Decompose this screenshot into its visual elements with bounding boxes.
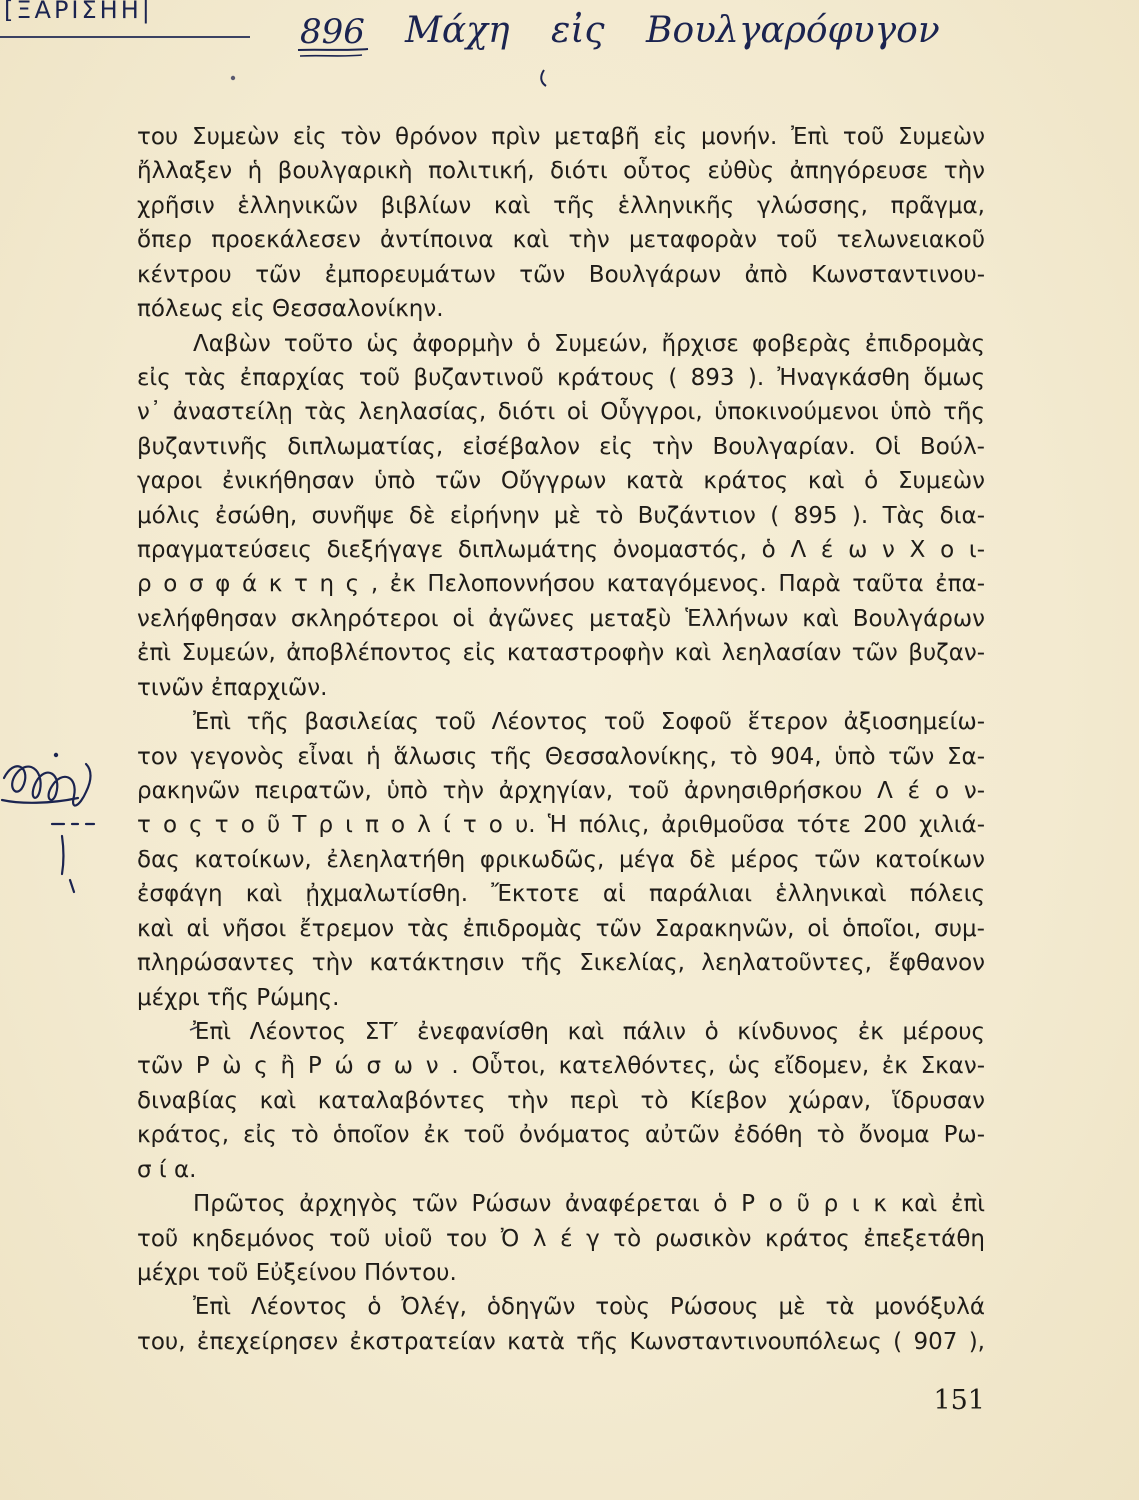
paragraph bbox=[137, 120, 985, 327]
text-line: νελήφθησαν σκληρότεροι οἱ ἀγῶνες μεταξὺ Ἑλλήνων καὶ Βουλγάρων bbox=[137, 605, 985, 632]
text-line: βυζαντινῆς διπλωματίας, εἰσέβαλον εἰς τὴν Βουλγαρίαν. Οἱ Βούλ- bbox=[137, 433, 985, 460]
text-line: ν᾿ ἀναστείλῃ τὰς λεηλασίας, διότι οἱ Οὗγγροι, ὑποκινούμενοι ὑπὸ τῆς bbox=[137, 399, 985, 426]
text-line: Λαβὼν τοῦτο ὡς ἀφορμὴν ὁ Συμεών, ἤρχισε φοβερὰς ἐπιδρομὰς bbox=[193, 330, 985, 357]
paragraph bbox=[137, 1290, 985, 1359]
stamp-underline bbox=[0, 36, 250, 38]
archive-stamp: [ΞΑΡΙΣΗΗ| bbox=[4, 0, 153, 24]
handwritten-title: Μάχη εἰς Βουλγαρόφυγον bbox=[405, 10, 940, 51]
text-line: εἰς τὰς ἐπαρχίας τοῦ βυζαντινοῦ κράτους ( 893 ). Ἠναγκάσθη ὅμως bbox=[137, 364, 985, 391]
page-number: 151 bbox=[933, 1385, 985, 1416]
text-line: Ἐπὶ τῆς βασιλείας τοῦ Λέοντος τοῦ Σοφοῦ ἕτερον ἀξιοσημείω- bbox=[193, 709, 985, 736]
text-line: κράτος, εἰς τὸ ὁποῖον ἐκ τοῦ ὀνόματος αὐτῶν ἐδόθη τὸ ὄνομα Ρω- bbox=[137, 1122, 985, 1149]
paragraph bbox=[137, 1187, 985, 1290]
paragraph bbox=[137, 327, 985, 706]
text-line: ρακηνῶν πειρατῶν, ὑπὸ τὴν ἀρχηγίαν, τοῦ ἀρνησιθρήσκου Λ έ ο ν- bbox=[137, 778, 985, 805]
text-line: Ἐπὶ Λέοντος ὁ Ὀλέγ, ὁδηγῶν τοὺς Ρώσους μὲ τὰ μονόξυλά bbox=[193, 1294, 985, 1321]
text-line: ρ ο σ φ ά κ τ η ς , ἐκ Πελοποννήσου καταγόμενος. Παρὰ ταῦτα ἐπα- bbox=[137, 571, 985, 598]
text-line: Πρῶτος ἀρχηγὸς τῶν Ρώσων ἀναφέρεται ὁ Ρ ο ῦ ρ ι κ καὶ ἐπὶ bbox=[193, 1191, 985, 1218]
ink-dot bbox=[231, 76, 235, 80]
text-line: πραγματεύσεις διεξήγαγε διπλωμάτης ὀνομαστός, ὁ Λ έ ω ν Χ ο ι- bbox=[137, 537, 985, 564]
text-line: Ἐπὶ Λέοντος ΣΤ′ ἐνεφανίσθη καὶ πάλιν ὁ κίνδυνος ἐκ μέρους bbox=[193, 1018, 985, 1045]
text-line: πληρώσαντες τὴν κατάκτησιν τῆς Σικελίας, λεηλατοῦντες, ἔφθανον bbox=[137, 950, 985, 977]
ink-tick bbox=[541, 70, 546, 86]
text-line: σ ί α. bbox=[137, 1156, 197, 1183]
text-line: μέχρι τῆς Ρώμης. bbox=[137, 984, 340, 1011]
text-line: ἐπὶ Συμεών, ἀποβλέποντος εἰς καταστροφὴν καὶ λεηλασίαν τῶν βυζαν- bbox=[137, 640, 985, 667]
text-line: τ ο ς τ ο ῦ Τ ρ ι π ο λ ί τ ο υ. Ἡ πόλις, ἀριθμοῦσα τότε 200 χιλιά- bbox=[137, 812, 985, 839]
text-line: πόλεως εἰς Θεσσαλονίκην. bbox=[137, 296, 444, 323]
text-line: ὅπερ προεκάλεσεν ἀντίποινα καὶ τὴν μεταφορὰν τοῦ τελωνειακοῦ bbox=[137, 227, 985, 254]
text-line: του, ἐπεχείρησεν ἐκστρατείαν κατὰ τῆς Κωνσταντινουπόλεως ( 907 ), bbox=[137, 1328, 985, 1355]
paragraph bbox=[137, 705, 985, 1015]
handwritten-number: 896 bbox=[300, 12, 365, 52]
text-line: του Συμεὼν εἰς τὸν θρόνον πρὶν μεταβῆ εἰς μονήν. Ἐπὶ τοῦ Συμεὼν bbox=[137, 124, 985, 150]
text-line: γαροι ἐνικήθησαν ὑπὸ τῶν Οὔγγρων κατὰ κράτος καὶ ὁ Συμεὼν bbox=[137, 468, 985, 495]
paragraph bbox=[137, 1015, 985, 1187]
text-line: δας κατοίκων, ἐλεηλατήθη φρικωδῶς, μέγα δὲ μέρος τῶν κατοίκων bbox=[137, 846, 985, 873]
text-line: τοῦ κηδεμόνος τοῦ υἱοῦ του Ὀ λ έ γ τὸ ρωσικὸν κράτος ἐπεξετάθη bbox=[137, 1225, 985, 1252]
text-line: τον γεγονὸς εἶναι ἡ ἅλωσις τῆς Θεσσαλονίκης, τὸ 904, ὑπὸ τῶν Σα- bbox=[137, 743, 985, 770]
text-line: τῶν Ρ ὼ ς ἢ Ρ ώ σ ω ν . Οὗτοι, κατελθόντες, ὡς εἴδομεν, ἐκ Σκαν- bbox=[137, 1053, 985, 1080]
number-underline-second bbox=[300, 55, 362, 56]
margin-signature bbox=[2, 753, 94, 892]
text-line: ἐσφάγη καὶ ᾐχμαλωτίσθη. Ἔκτοτε αἱ παράλιαι ἑλληνικαὶ πόλεις bbox=[137, 881, 985, 908]
text-line: κέντρου τῶν ἐμπορευμάτων τῶν Βουλγάρων ἀπὸ Κωνσταντινου- bbox=[137, 261, 985, 288]
text-line: τινῶν ἐπαρχιῶν. bbox=[137, 674, 328, 701]
text-line: διναβίας καὶ καταλαβόντες τὴν περὶ τὸ Κίεβον χώραν, ἵδρυσαν bbox=[137, 1087, 985, 1114]
text-line: χρῆσιν ἑλληνικῶν βιβλίων καὶ τῆς ἑλληνικῆς γλώσσης, πρᾶγμα, bbox=[137, 192, 985, 219]
text-line: καὶ αἱ νῆσοι ἔτρεμον τὰς ἐπιδρομὰς τῶν Σαρακηνῶν, οἱ ὁποῖοι, συμ- bbox=[137, 915, 985, 942]
text-line: μόλις ἐσώθη, συνῆψε δὲ εἰρήνην μὲ τὸ Βυζάντιον ( 895 ). Τὰς δια- bbox=[137, 502, 985, 529]
text-line: ἤλλαξεν ἡ βουλγαρικὴ πολιτική, διότι οὗτος εὐθὺς ἀπηγόρευσε τὴν bbox=[137, 158, 985, 185]
text-line: μέχρι τοῦ Εὐξείνου Πόντου. bbox=[137, 1259, 457, 1286]
body-text bbox=[137, 120, 985, 1359]
